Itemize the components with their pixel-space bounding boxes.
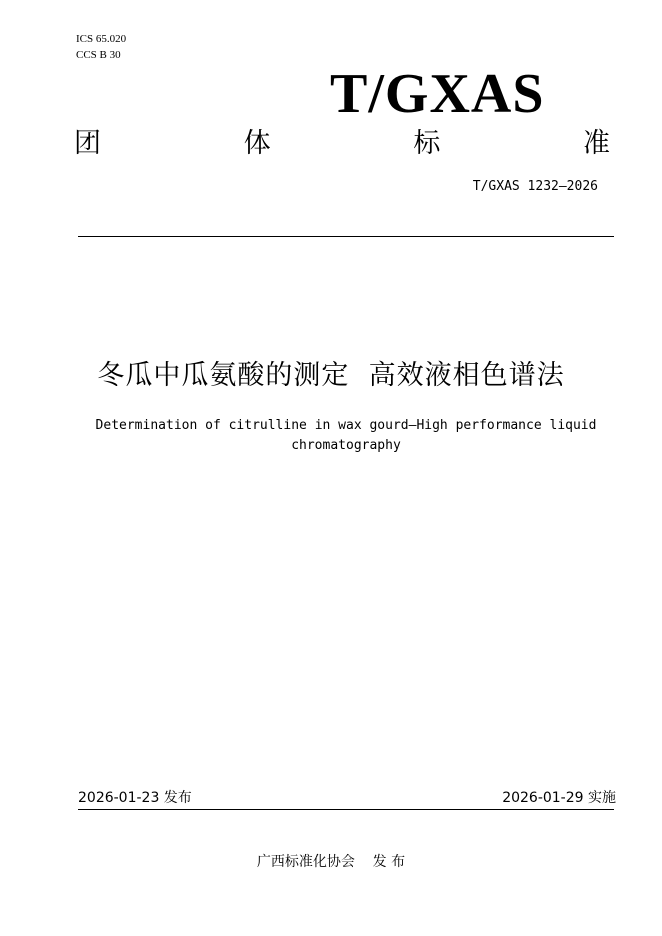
standard-type-char: 团 xyxy=(74,128,101,159)
title-english-line: Determination of citrulline in wax gourd—High performance liquid xyxy=(95,418,597,433)
footer-divider xyxy=(78,809,614,810)
header-divider xyxy=(78,236,614,237)
title-chinese: 冬瓜中瓜氨酸的测定 高效液相色谱法 xyxy=(97,360,565,391)
standard-type-heading xyxy=(74,126,610,162)
standard-type-char: 体 xyxy=(243,128,271,159)
standard-type-char: 准 xyxy=(582,128,610,159)
ccs-code: CCS B 30 xyxy=(76,49,121,61)
standard-type-char: 标 xyxy=(413,128,441,159)
publish-date: 2026-01-23 发布 xyxy=(78,790,192,806)
publisher: 广西标准化协会 发 布 xyxy=(256,854,406,870)
title-english xyxy=(86,416,606,456)
standard-logo: T/GXAS xyxy=(330,63,545,125)
implement-date: 2026-01-29 实施 xyxy=(502,790,616,806)
standard-number: T/GXAS 1232—2026 xyxy=(472,179,598,194)
title-english-line: chromatography xyxy=(291,438,401,453)
ics-code: ICS 65.020 xyxy=(76,33,127,45)
